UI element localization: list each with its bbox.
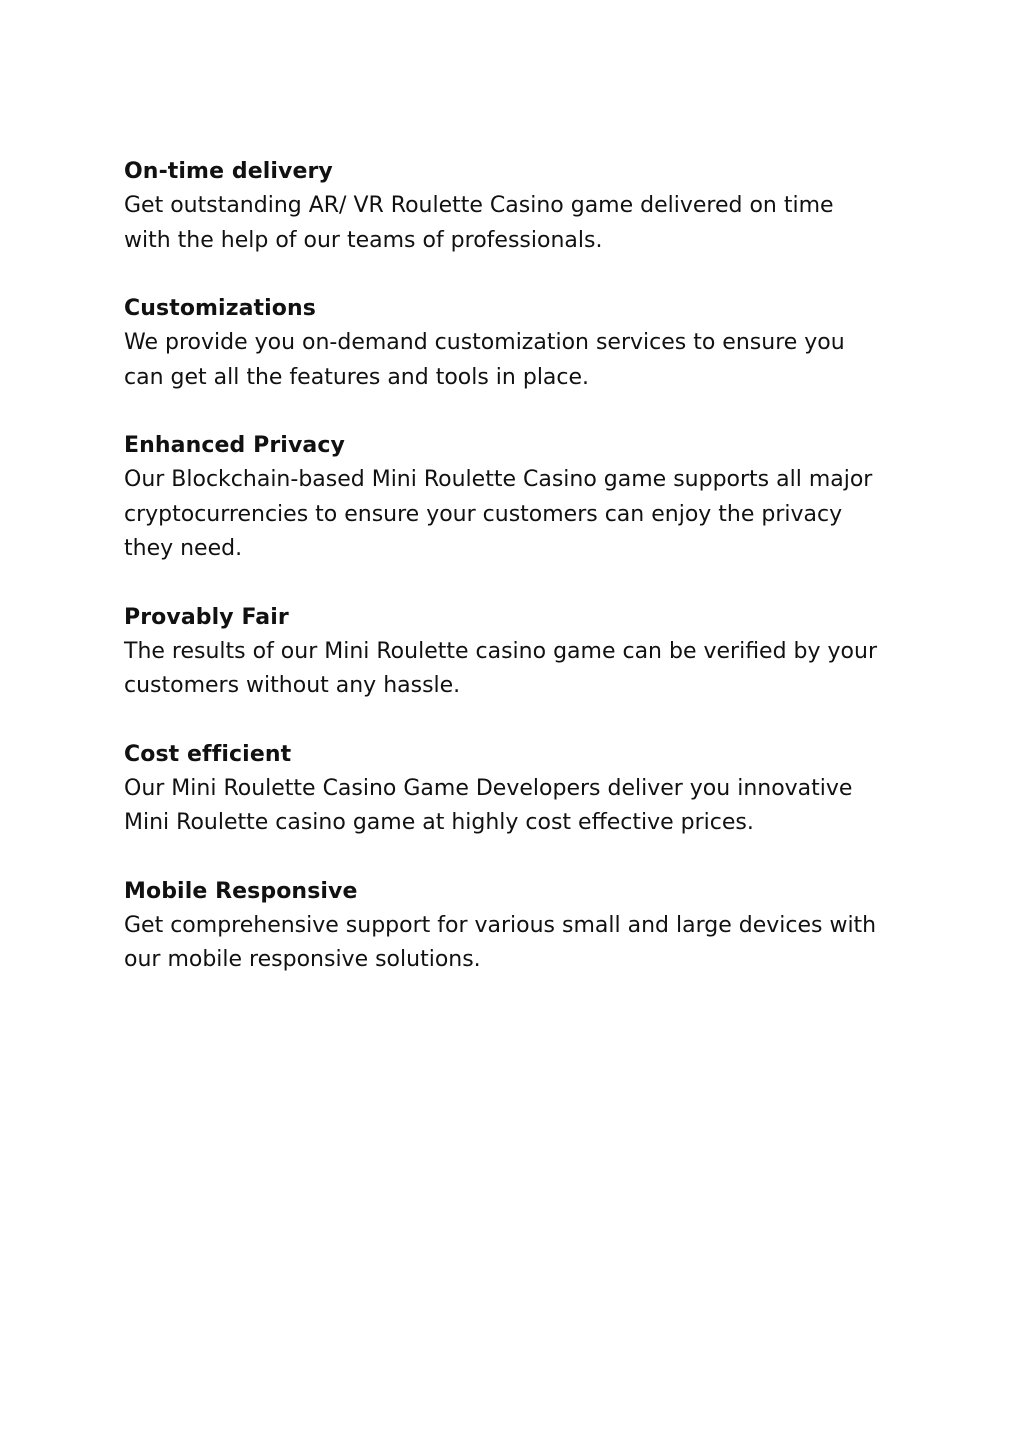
section-text xyxy=(124,463,914,567)
text-line: Our Blockchain-based Mini Roulette Casino game supports all major xyxy=(124,467,873,492)
text-line: Get outstanding AR/ VR Roulette Casino game delivered on time xyxy=(124,193,834,218)
text-line: they need. xyxy=(124,536,243,561)
text-line: We provide you on-demand customization services to ensure you xyxy=(124,330,845,355)
section-provably-fair xyxy=(124,601,914,704)
section-enhanced-privacy xyxy=(124,429,914,567)
text-line: The results of our Mini Roulette casino game can be verified by your xyxy=(124,638,877,664)
section-heading: Provably Fair xyxy=(124,604,289,630)
section-heading: Customizations xyxy=(124,296,316,321)
text-line: Mini Roulette casino game at highly cost effective prices. xyxy=(124,810,754,835)
section-mobile-responsive xyxy=(124,875,914,978)
text-line: cryptocurrencies to ensure your customers can enjoy the privacy xyxy=(124,501,843,527)
text-line: our mobile responsive solutions. xyxy=(124,947,481,972)
document-page xyxy=(124,155,914,1012)
section-text xyxy=(124,772,914,841)
text-line: customers without any hassle. xyxy=(124,673,461,698)
section-on-time-delivery xyxy=(124,155,914,258)
section-heading: On-time delivery xyxy=(124,159,333,184)
section-heading: Mobile Responsive xyxy=(124,878,358,904)
section-text xyxy=(124,326,914,395)
section-cost-efficient xyxy=(124,738,914,841)
text-line: with the help of our teams of professionals. xyxy=(124,227,603,253)
text-line: can get all the features and tools in place. xyxy=(124,364,590,390)
text-line: Get comprehensive support for various small and large devices with xyxy=(124,912,877,938)
section-customizations xyxy=(124,292,914,395)
text-line: Our Mini Roulette Casino Game Developers deliver you innovative xyxy=(124,775,853,801)
section-heading: Cost efficient xyxy=(124,741,292,767)
section-heading: Enhanced Privacy xyxy=(124,433,345,458)
section-text xyxy=(124,909,914,978)
section-text xyxy=(124,189,914,258)
section-text xyxy=(124,635,914,704)
